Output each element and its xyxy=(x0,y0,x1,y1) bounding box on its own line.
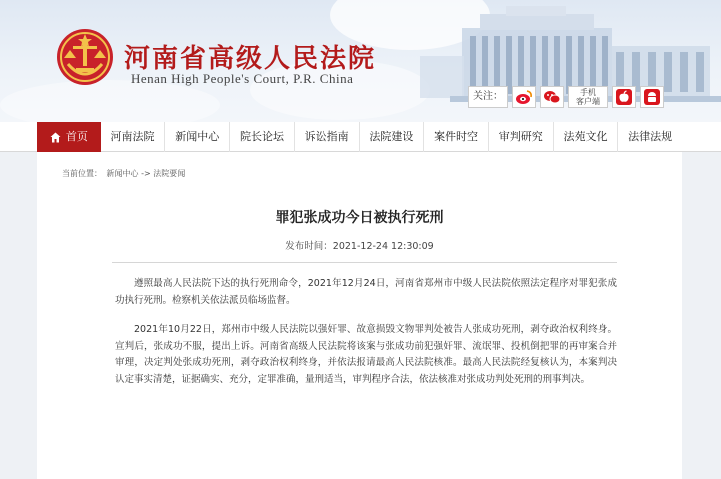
nav-item-trial-research[interactable]: 审判研究 xyxy=(489,122,554,152)
nav-item-laws-regulations[interactable]: 法律法规 xyxy=(628,130,673,143)
publish-time: 发布时间：2021-12-24 12:30:09 xyxy=(285,241,434,252)
court-emblem-logo xyxy=(56,28,114,86)
home-icon xyxy=(50,132,61,143)
wechat-icon[interactable] xyxy=(540,86,564,108)
site-title: 河南省高级人民法院 xyxy=(124,44,377,74)
breadcrumb xyxy=(62,168,187,179)
nav-item-home[interactable] xyxy=(37,122,101,152)
nav-item-label: 首页 xyxy=(65,130,88,143)
article-paragraph: 2021年10月22日，郑州市中级人民法院以强奸罪、故意损毁文物罪判处被告人张成功死刑，剥夺政治权利终身。宣判后，张成功不服，提出上诉。河南省高级人民法院将该案与张成功前犯强奸罪、流氓罪、投机倒把罪的再审案合并审理，决定判处张成功死刑，剥夺政治权利终身，并依法报请最高人民法院核准。最高人民法院经复核认为，本案判决认定事实清楚，证据确实、充分，定罪准确，量刑适当，审判程序合法，依法核准对张成功判处死刑的刑事判决。 xyxy=(115,324,617,385)
divider xyxy=(112,262,617,263)
article-container xyxy=(37,152,682,479)
nav-item-case-space[interactable]: 案件时空 xyxy=(424,122,489,152)
follow-label: 关注： xyxy=(468,86,508,108)
main-nav xyxy=(0,122,721,152)
nav-item-court-culture[interactable]: 法苑文化 xyxy=(554,122,619,152)
site-header xyxy=(0,0,721,122)
article-title: 罪犯张成功今日被执行死刑 xyxy=(275,210,444,226)
breadcrumb-prefix: 当前位置： xyxy=(62,169,102,178)
nav-item-court-construction[interactable]: 法院建设 xyxy=(360,122,425,152)
social-follow-bar xyxy=(468,85,664,109)
apple-icon[interactable] xyxy=(612,86,636,108)
article-paragraph: 遵照最高人民法院下达的执行死刑命令，2021年12月24日，河南省郑州市中级人民法院依照法定程序对罪犯张成功执行死刑。检察机关依法派员临场监督。 xyxy=(115,278,617,306)
mobile-client-label: 手机 xyxy=(580,88,596,97)
android-icon[interactable] xyxy=(640,86,664,108)
mobile-client-button[interactable] xyxy=(568,86,608,108)
site-subtitle: Henan High People's Court, P.R. China xyxy=(131,71,354,86)
nav-items xyxy=(37,122,682,152)
weibo-icon[interactable] xyxy=(512,86,536,108)
mobile-client-label: 客户端 xyxy=(576,97,600,106)
nav-item-litigation-guide[interactable]: 诉讼指南 xyxy=(295,122,360,152)
nav-item-henan-courts[interactable]: 河南法院 xyxy=(101,122,166,152)
nav-item-news-center[interactable]: 新闻中心 xyxy=(165,122,230,152)
nav-item-president-forum[interactable]: 院长论坛 xyxy=(230,122,295,152)
breadcrumb-path[interactable]: 新闻中心 -> 法院要闻 xyxy=(106,169,186,178)
